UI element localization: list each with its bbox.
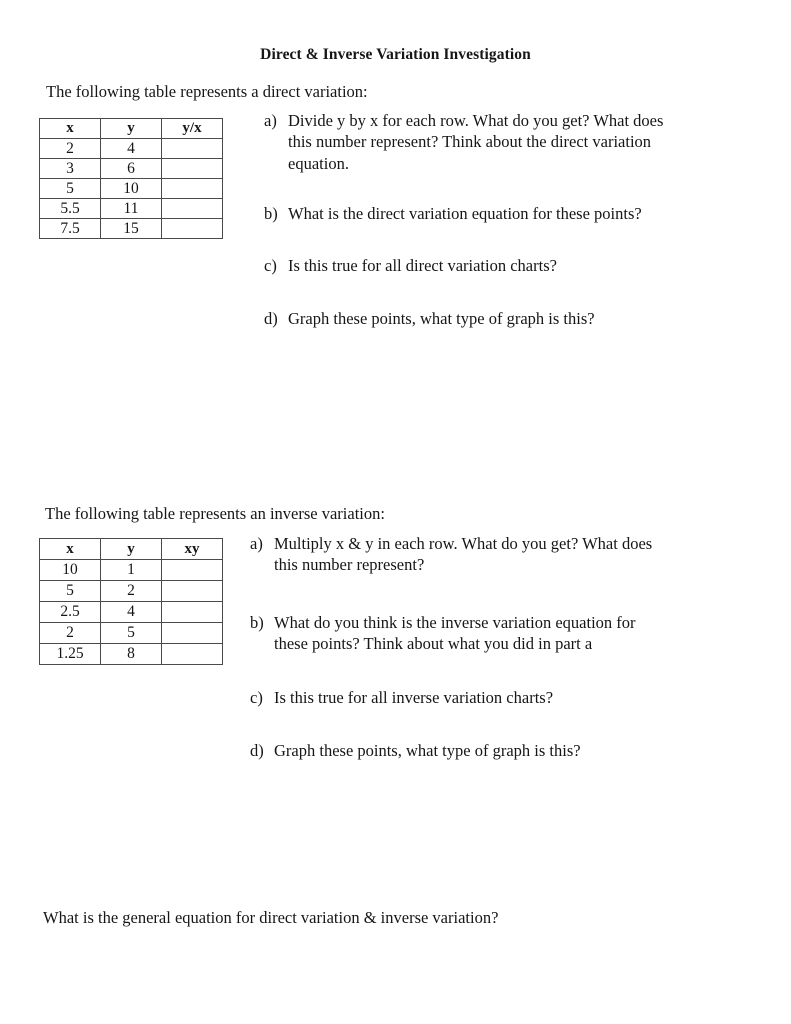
cell-x: 7.5 [40,219,101,239]
question-item-a [250,533,670,576]
cell-x: 5 [40,581,101,602]
table-header-row [40,539,223,560]
question-marker: a) [264,111,277,130]
direct-question-list [264,110,668,330]
question-text: Divide y by x for each row. What do you get? What does this number represent? Think about the direct variation equation. [288,111,664,173]
question-marker: d) [264,309,278,329]
cell-y: 11 [101,199,162,219]
column-header-x: x [40,539,101,560]
cell-answer-blank[interactable] [162,623,223,644]
table-row [40,644,223,665]
cell-answer-blank[interactable] [162,219,223,239]
question-text: What is the direct variation equation for these points? [288,204,642,224]
question-text: Graph these points, what type of graph is this? [274,741,581,761]
cell-y: 10 [101,179,162,199]
table-row [40,199,223,219]
cell-y: 1 [101,560,162,581]
question-item-b [250,612,670,655]
question-item-d [250,740,670,761]
question-marker: a) [250,534,263,553]
question-item-d [264,308,668,329]
question-text: What do you think is the inverse variation equation for these points? Think about what you did in part a [274,612,636,654]
cell-y: 5 [101,623,162,644]
question-marker: c) [264,255,277,275]
table-row [40,602,223,623]
cell-answer-blank[interactable] [162,139,223,159]
table-row [40,581,223,602]
cell-y: 8 [101,644,162,665]
column-header-y: y [101,119,162,139]
column-header-x: x [40,119,101,139]
question-text: Multiply x & y in each row. What do you get? What does this number represent? [274,534,653,575]
question-text: Is this true for all direct variation charts? [288,255,557,275]
question-marker: b) [264,204,278,224]
question-marker: b) [250,612,264,632]
cell-y: 15 [101,219,162,239]
cell-y: 4 [101,139,162,159]
table-row [40,219,223,239]
table-row [40,623,223,644]
column-header-y: y [101,539,162,560]
cell-answer-blank[interactable] [162,199,223,219]
cell-y: 6 [101,159,162,179]
cell-x: 2 [40,139,101,159]
cell-x: 5.5 [40,199,101,219]
page-title: Direct & Inverse Variation Investigation [260,46,531,63]
table-header-row [40,119,223,139]
cell-x: 5 [40,179,101,199]
cell-answer-blank[interactable] [162,644,223,665]
cell-x: 1.25 [40,644,101,665]
inverse-variation-table [39,538,223,665]
section-intro-direct: The following table represents a direct variation: [46,82,368,101]
cell-answer-blank[interactable] [162,179,223,199]
table-row [40,159,223,179]
cell-answer-blank[interactable] [162,159,223,179]
direct-variation-table [39,118,223,239]
inverse-question-list [250,533,670,762]
section-intro-inverse: The following table represents an inverse variation: [45,504,385,523]
cell-x: 2.5 [40,602,101,623]
question-item-c [250,687,670,708]
question-item-a [264,110,668,174]
column-header-xy: xy [162,539,223,560]
cell-answer-blank[interactable] [162,560,223,581]
question-item-b [264,203,668,224]
cell-y: 2 [101,581,162,602]
table-row [40,179,223,199]
general-equation-question: What is the general equation for direct variation & inverse variation? [43,908,499,927]
cell-x: 10 [40,560,101,581]
table-row [40,139,223,159]
cell-answer-blank[interactable] [162,581,223,602]
question-text: Is this true for all inverse variation charts? [274,687,554,707]
cell-y: 4 [101,602,162,623]
table-row [40,560,223,581]
question-text: Graph these points, what type of graph is this? [288,309,595,329]
cell-x: 2 [40,623,101,644]
question-marker: c) [250,687,263,707]
column-header-y-over-x: y/x [162,119,223,139]
question-marker: d) [250,741,264,761]
question-item-c [264,255,668,276]
cell-answer-blank[interactable] [162,602,223,623]
cell-x: 3 [40,159,101,179]
